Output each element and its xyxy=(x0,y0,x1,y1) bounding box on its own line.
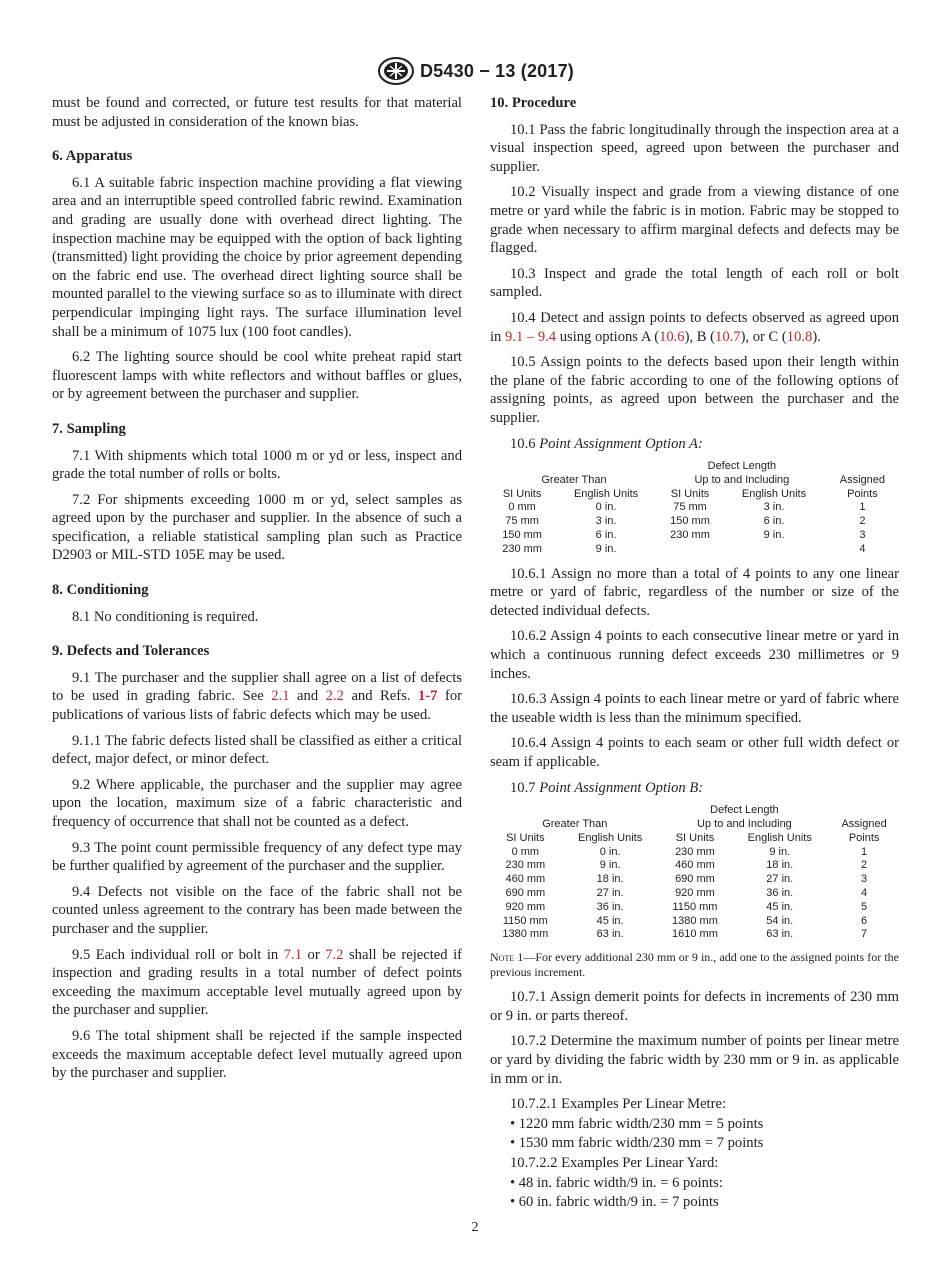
page-number: 2 xyxy=(471,1220,479,1235)
paragraph-10-2: 10.2 Visually inspect and grade from a viewing distance of one metre or yard while the fabric is in motion. Fabric may be stopped to grade when necessary to affirm marginal defects and defects may be flagged. xyxy=(490,184,899,257)
paragraph-10-6-3: 10.6.3 Assign 4 points to each linear metre or yard of fabric where the useable width is less than the minimum specified. xyxy=(490,691,899,726)
paragraph-10-1: 10.1 Pass the fabric longitudinally through the inspection area at a visual inspection speed, agreed upon between the purchaser and supplier. xyxy=(490,121,899,175)
table-row: 920 mm 36 in. 1150 mm 45 in. 5 xyxy=(505,900,868,913)
list-item: • 48 in. fabric width/9 in. = 6 points: xyxy=(510,1174,723,1191)
table-row: 1380 mm 63 in. 1610 mm 63 in. 7 xyxy=(502,928,868,941)
paragraph-6-1: 6.1 A suitable fabric inspection machine providing a flat viewing area and an interruptible speed controlled fabric rewind. Examination and grading are usually done with overhead direct lighting. The inspection machine may be equipped with the option of back lighting (transmitted) light providing the choice by prior agreement depending on the fabric end use. The overhead direct lighting source shall be mounted parallel to the viewing surface so as to illuminate with direct perpendicular impinging light rays. The surface illumination level shall be a minimum of 1075 lux (100 foot candles). xyxy=(52,174,462,340)
link-10-8[interactable]: 10.8 xyxy=(786,328,813,345)
table-header-greater-than: Greater Than xyxy=(542,818,608,830)
table-row: 230 mm 9 in. 4 xyxy=(502,542,866,555)
paragraph-10-6: 10.6 Point Assignment Option A: xyxy=(510,435,703,452)
link-7-1[interactable]: 7.1 xyxy=(283,946,302,963)
paragraph-10-7: 10.7 Point Assignment Option B: xyxy=(510,779,704,796)
table-row: 150 mm 6 in. 230 mm 9 in. 3 xyxy=(502,529,866,542)
table-header-up-to: Up to and Including xyxy=(694,473,790,486)
link-10-7[interactable]: 10.7 xyxy=(715,328,741,345)
table-header-up-to: Up to and Including xyxy=(697,818,792,830)
table-header-greater-than: Greater Than xyxy=(541,473,607,486)
table-option-b xyxy=(490,804,899,942)
table-header-defect-length: Defect Length xyxy=(707,460,777,473)
page-header xyxy=(0,56,950,86)
table-row: 690 mm 27 in. 920 mm 36 in. 4 xyxy=(505,886,868,899)
table-row: 230 mm 9 in. 460 mm 18 in. 2 xyxy=(505,859,868,872)
table-header-defect-length: Defect Length xyxy=(710,804,779,817)
paragraph-9-3: 9.3 The point count permissible frequency of any defect type may be further qualified by agreement of the purchaser and the supplier. xyxy=(52,839,462,875)
link-7-2[interactable]: 7.2 xyxy=(325,946,344,963)
table-row: 460 mm 18 in. 690 mm 27 in. 3 xyxy=(505,873,868,886)
section-heading-conditioning: 8. Conditioning xyxy=(52,582,149,599)
paragraph-8-1: 8.1 No conditioning is required. xyxy=(72,608,259,625)
section-heading-apparatus: 6. Apparatus xyxy=(52,148,133,165)
table-header-row: SI Units English Units SI Units English Units Points xyxy=(502,487,878,500)
paragraph-10-6-4: 10.6.4 Assign 4 points to each seam or other full width defect or seam if applicable. xyxy=(490,735,899,771)
paragraph-10-6-2: 10.6.2 Assign 4 points to each consecutive linear metre or yard in which a continuous running defect exceeds 230 millimetres or 9 inches. xyxy=(490,628,899,682)
link-10-6[interactable]: 10.6 xyxy=(659,328,685,345)
link-refs-1-7[interactable]: 1-7 xyxy=(417,688,438,705)
paragraph-10-3: 10.3 Inspect and grade the total length of each roll or bolt sampled. xyxy=(490,265,899,301)
paragraph-10-7-2: 10.7.2 Determine the maximum number of points per linear metre or yard by dividing the fabric width by 230 mm or 9 in. as applicable in mm or in. xyxy=(490,1033,899,1087)
paragraph-9-4: 9.4 Defects not visible on the face of the fabric shall not be counted unless agreement to the contrary has been made between the purchaser and the supplier. xyxy=(52,883,462,937)
paragraph-9-2: 9.2 Where applicable, the purchaser and the supplier may agree upon the location, maximum size of a fabric characteristic and frequency of occurrence that shall not be counted as a defect. xyxy=(52,776,462,830)
section-heading-procedure: 10. Procedure xyxy=(490,95,577,111)
table-row: 75 mm 3 in. 150 mm 6 in. 2 xyxy=(505,515,866,528)
link-2-2[interactable]: 2.2 xyxy=(325,688,344,705)
paragraph-7-1: 7.1 With shipments which total 1000 m or yd or less, inspect and grade the total number of rolls or bolts. xyxy=(52,447,462,483)
list-item: • 1530 mm fabric width/230 mm = 7 points xyxy=(510,1135,764,1152)
table-header-row: SI Units English Units SI Units English Units Points xyxy=(506,831,880,844)
paragraph-10-5: 10.5 Assign points to the defects based upon their length within the plane of the fabric according to one of the following options of assigning points, as agreed upon between the purchaser and the supplier. xyxy=(490,354,899,426)
section-heading-sampling: 7. Sampling xyxy=(52,420,126,437)
table-row: 1150 mm 45 in. 1380 mm 54 in. 6 xyxy=(502,914,868,927)
paragraph-9-6: 9.6 The total shipment shall be rejected if the sample inspected exceeds the maximum acceptable defect level mutually agreed upon by the purchaser and supplier. xyxy=(52,1027,462,1082)
left-column xyxy=(52,94,462,1090)
paragraph-10-7-2-2: 10.7.2.2 Examples Per Linear Yard: xyxy=(510,1154,719,1171)
paragraph-10-4: 10.4 Detect and assign points to defects observed as agreed upon in 9.1 – 9.4 using options A (10.6), B (10.7), or C (10.8). xyxy=(490,309,899,345)
paragraph-10-7-2-1: 10.7.2.1 Examples Per Linear Metre: xyxy=(510,1096,727,1113)
paragraph-continued: must be found and corrected, or future test results for that material must be adjusted in consideration of the known bias. xyxy=(52,95,462,130)
list-item: • 60 in. fabric width/9 in. = 7 points xyxy=(510,1194,719,1211)
doc-code: D5430 − 13 (2017) xyxy=(419,60,574,81)
paragraph-9-5: 9.5 Each individual roll or bolt in 7.1 or 7.2 shall be rejected if inspection and grading results in a total number of defect points exceeding the maximum acceptable level mutually agreed upon by the purchaser and supplier. xyxy=(52,946,462,1019)
list-item: • 1220 mm fabric width/230 mm = 5 points xyxy=(510,1115,764,1132)
table-row: 0 mm 0 in. 230 mm 9 in. 1 xyxy=(511,845,868,858)
paragraph-6-2: 6.2 The lighting source should be cool white preheat rapid start fluorescent lamps with white reflectors and without baffles or glues, or by agreement between the purchaser and supplier. xyxy=(52,349,462,403)
paragraph-10-6-1: 10.6.1 Assign no more than a total of 4 points to any one linear metre or yard of fabric, regardless of the number or size of the detected individual defects. xyxy=(490,565,899,619)
astm-logo-icon xyxy=(376,56,416,86)
table-row: 0 mm 0 in. 75 mm 3 in. 1 xyxy=(508,501,866,514)
paragraph-9-1-1: 9.1.1 The fabric defects listed shall be classified as either a critical defect, major defect, or minor defect. xyxy=(52,732,462,768)
note-1: Note 1—For every additional 230 mm or 9 in., add one to the assigned points for the previous increment. xyxy=(490,950,899,980)
paragraph-7-2: 7.2 For shipments exceeding 1000 m or yd, select samples as agreed upon by the purchaser and supplier. In the absence of such a specification, a reliable statistical sampling plan such as Practice D2903 or MIL-STD 105E may be used. xyxy=(52,491,462,564)
paragraph-9-1: 9.1 The purchaser and the supplier shall agree on a list of defects to be used in grading fabric. See 2.1 and 2.2 and Refs. 1-7 for publications of various lists of fabric defects which may be used. xyxy=(52,669,463,724)
link-9-1-9-4[interactable]: 9.1 – 9.4 xyxy=(505,328,557,345)
link-2-1[interactable]: 2.1 xyxy=(271,688,290,705)
table-header-assigned: Assigned xyxy=(839,473,886,486)
table-option-a xyxy=(490,460,899,557)
right-column xyxy=(490,94,899,1213)
table-header-assigned: Assigned xyxy=(841,818,887,830)
paragraph-10-7-1: 10.7.1 Assign demerit points for defects in increments of 230 mm or 9 in. or parts thereof. xyxy=(490,989,899,1024)
section-heading-defects: 9. Defects and Tolerances xyxy=(52,643,210,660)
note-label: Note 1 xyxy=(490,950,524,965)
